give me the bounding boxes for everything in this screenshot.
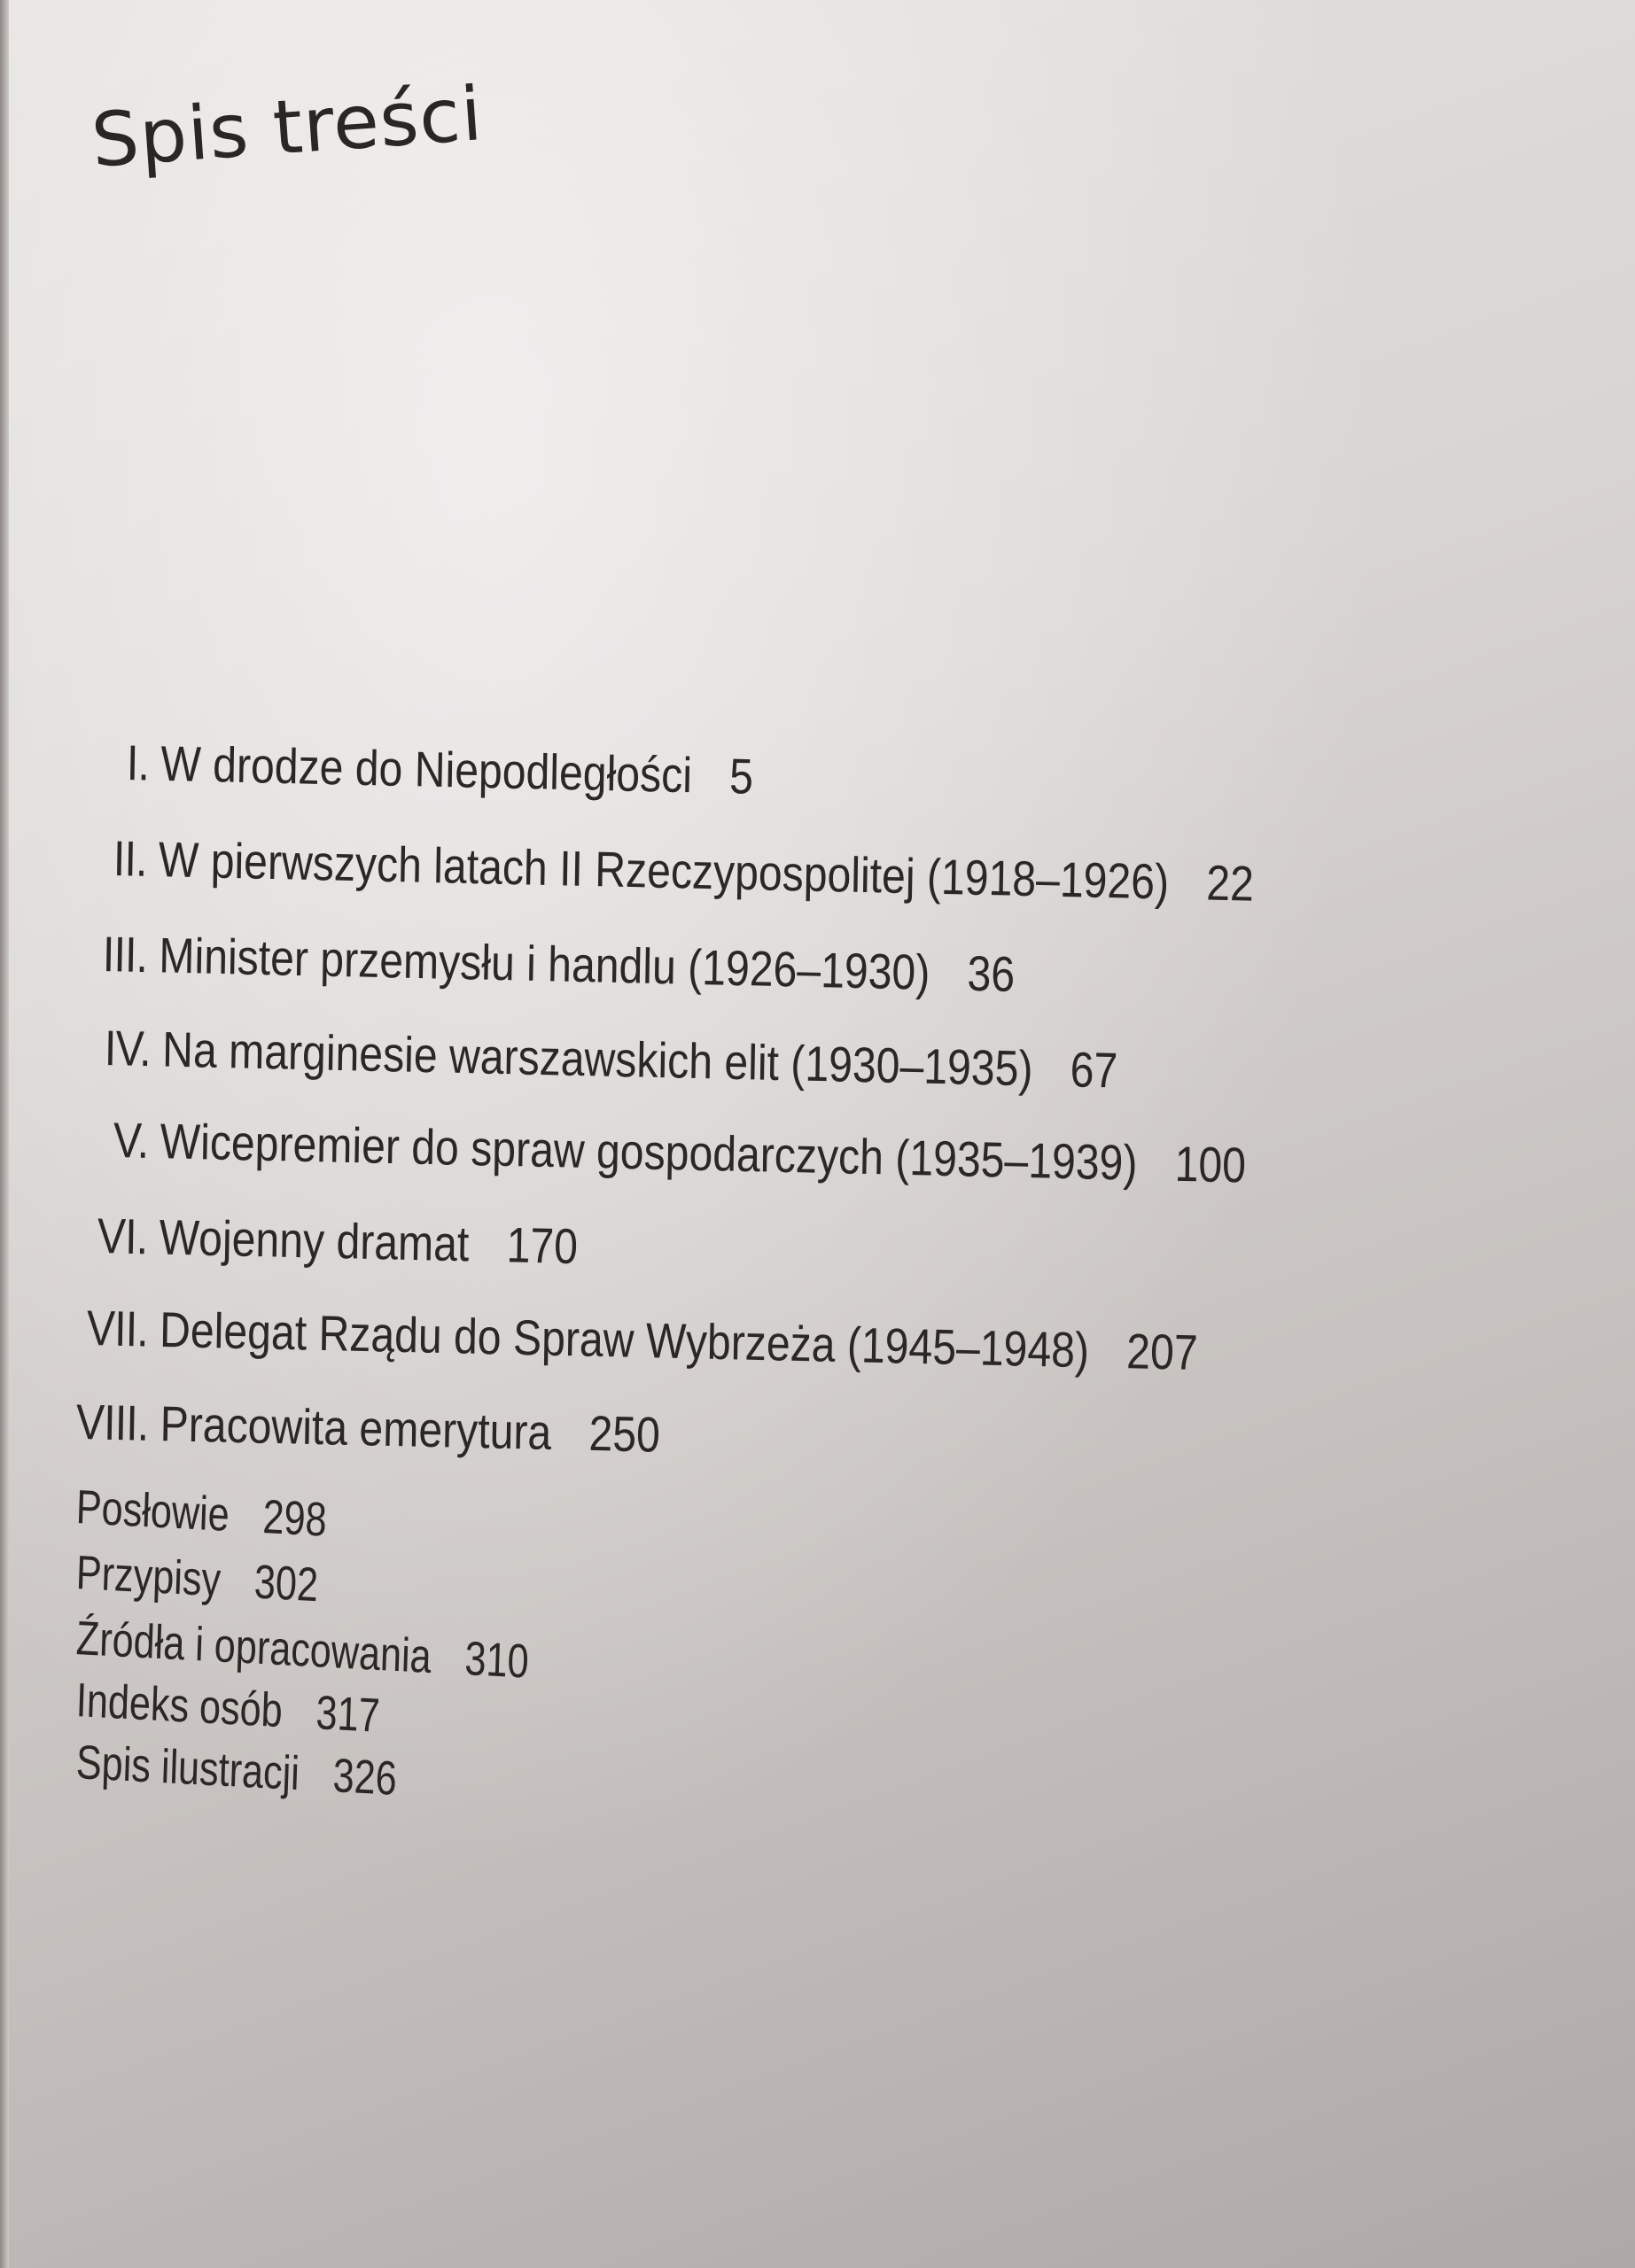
chapter-numeral: I.	[126, 734, 150, 791]
chapter-page-number: 36	[967, 944, 1016, 1002]
chapter-page-number: 100	[1174, 1135, 1247, 1193]
chapter-numeral: VIII.	[75, 1394, 149, 1451]
chapter-title: Wojenny dramat	[159, 1208, 470, 1272]
chapter-page-number: 250	[588, 1404, 661, 1463]
toc-entry-illustrations	[75, 1735, 398, 1806]
chapter-numeral: III.	[102, 926, 148, 983]
chapter-title: W pierwszych latach II Rzeczypospolitej (1918–1926)	[158, 831, 1170, 910]
chapter-title: Minister przemysłu i handlu (1926–1930)	[158, 927, 930, 1000]
chapter-numeral: VII.	[86, 1300, 149, 1357]
chapter-page-number: 170	[506, 1216, 579, 1275]
back-matter-page-number: 317	[315, 1686, 381, 1743]
toc-entry-chapter-8	[75, 1393, 660, 1464]
toc-entry-chapter-6	[97, 1207, 578, 1275]
back-matter-title: Posłowie	[74, 1480, 230, 1542]
toc-entry-chapter-7	[86, 1299, 1198, 1381]
back-matter-title: Przypisy	[74, 1546, 222, 1607]
chapter-title: Wicepremier do spraw gospodarczych (1935–1939)	[160, 1113, 1138, 1191]
toc-entry-chapter-1	[126, 734, 753, 805]
chapter-page-number: 5	[728, 748, 754, 804]
chapter-numeral: VI.	[97, 1208, 148, 1265]
toc-entry-chapter-2	[113, 829, 1254, 913]
chapter-page-number: 207	[1125, 1323, 1199, 1380]
chapter-page-number: 67	[1070, 1041, 1118, 1099]
back-matter-title: Indeks osób	[74, 1674, 284, 1738]
toc-entry-afterword	[75, 1480, 328, 1548]
toc-entry-chapter-4	[104, 1019, 1117, 1099]
back-matter-title: Spis ilustracji	[74, 1736, 300, 1801]
chapter-title: Delegat Rządu do Spraw Wybrzeża (1945–1948)	[159, 1301, 1090, 1379]
toc-entry-index	[75, 1673, 381, 1744]
chapter-numeral: IV.	[104, 1020, 152, 1077]
chapter-numeral: II.	[113, 830, 148, 887]
toc-entry-chapter-3	[102, 925, 1015, 1003]
back-matter-title: Źródła i opracowania	[74, 1612, 432, 1683]
back-matter-page-number: 326	[331, 1749, 398, 1806]
toc-entry-chapter-5	[113, 1111, 1246, 1194]
back-matter-page-number: 302	[253, 1555, 320, 1612]
back-matter-page-number: 310	[463, 1632, 530, 1689]
chapter-page-number: 22	[1205, 854, 1255, 912]
chapter-title: W drodze do Niepodległości	[160, 734, 693, 804]
toc-entry-notes	[75, 1545, 319, 1612]
page-title: Spis treści	[89, 70, 486, 184]
chapter-title: Pracowita emerytura	[160, 1395, 552, 1460]
back-matter-page-number: 298	[261, 1490, 328, 1547]
chapter-title: Na marginesie warszawskich elit (1930–1935)	[161, 1021, 1033, 1097]
chapter-numeral: V.	[113, 1112, 149, 1169]
